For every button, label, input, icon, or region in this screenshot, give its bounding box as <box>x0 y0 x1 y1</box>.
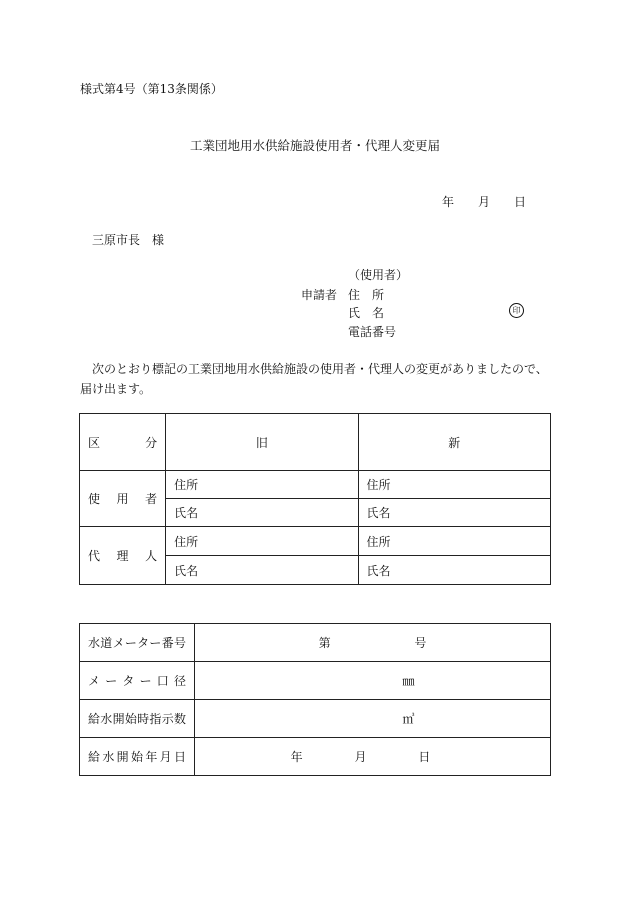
user-old-name[interactable]: 氏名 <box>166 499 358 527</box>
header-kubun: 区 分 <box>80 414 166 471</box>
header-old: 旧 <box>166 414 358 471</box>
applicant-phone-label: 電話番号 <box>348 325 397 339</box>
date-day-label: 日 <box>514 195 527 209</box>
agent-address-row <box>80 527 551 556</box>
user-new-name[interactable]: 氏名 <box>358 499 550 527</box>
addressee: 三原市長 様 <box>92 233 165 247</box>
agent-old-name[interactable]: 氏名 <box>166 556 358 585</box>
applicant-address-label: 住 所 <box>348 288 385 302</box>
meter-diameter-value[interactable]: ㎜ <box>195 662 551 700</box>
start-reading-label: 給 水 開 始 時 指 示 数 <box>80 700 195 738</box>
date-year-label: 年 <box>442 195 455 209</box>
header-new: 新 <box>358 414 550 471</box>
seal-mark: 印 <box>509 303 524 318</box>
start-date-row <box>80 738 551 776</box>
meter-number-label: 水 道 メ ー タ ー 番 号 <box>80 624 195 662</box>
body-text-line2: 届け出ます。 <box>80 382 152 396</box>
user-new-address[interactable]: 住所 <box>358 471 550 499</box>
user-address-row <box>80 471 551 499</box>
meter-diameter-label: メ ー タ ー 口 径 <box>80 662 195 700</box>
document-title: 工業団地用水供給施設使用者・代理人変更届 <box>189 138 440 153</box>
meter-diameter-row <box>80 662 551 700</box>
date-month-label: 月 <box>478 195 491 209</box>
start-reading-row <box>80 700 551 738</box>
start-reading-value[interactable]: ㎥ <box>195 700 551 738</box>
start-date-label: 給 水 開 始 年 月 日 <box>80 738 195 776</box>
meter-number-value[interactable]: 第 号 <box>195 624 551 662</box>
form-number: 様式第4号（第13条関係） <box>80 82 223 96</box>
change-table-header-row <box>80 414 551 471</box>
meter-table <box>79 623 551 776</box>
applicant-role: （使用者） <box>348 268 409 282</box>
start-date-value[interactable]: 年 月 日 <box>195 738 551 776</box>
applicant-name-label: 氏 名 <box>348 306 385 320</box>
body-text-line1: 次のとおり標記の工業団地用水供給施設の使用者・代理人の変更がありましたので、 <box>92 362 548 376</box>
agent-new-name[interactable]: 氏名 <box>358 556 550 585</box>
meter-number-row <box>80 624 551 662</box>
applicant-label: 申請者 <box>301 288 338 302</box>
user-label: 使 用 者 <box>80 471 166 527</box>
agent-old-address[interactable]: 住所 <box>166 527 358 556</box>
agent-label: 代 理 人 <box>80 527 166 585</box>
user-old-address[interactable]: 住所 <box>166 471 358 499</box>
change-table <box>79 413 551 585</box>
agent-new-address[interactable]: 住所 <box>358 527 550 556</box>
